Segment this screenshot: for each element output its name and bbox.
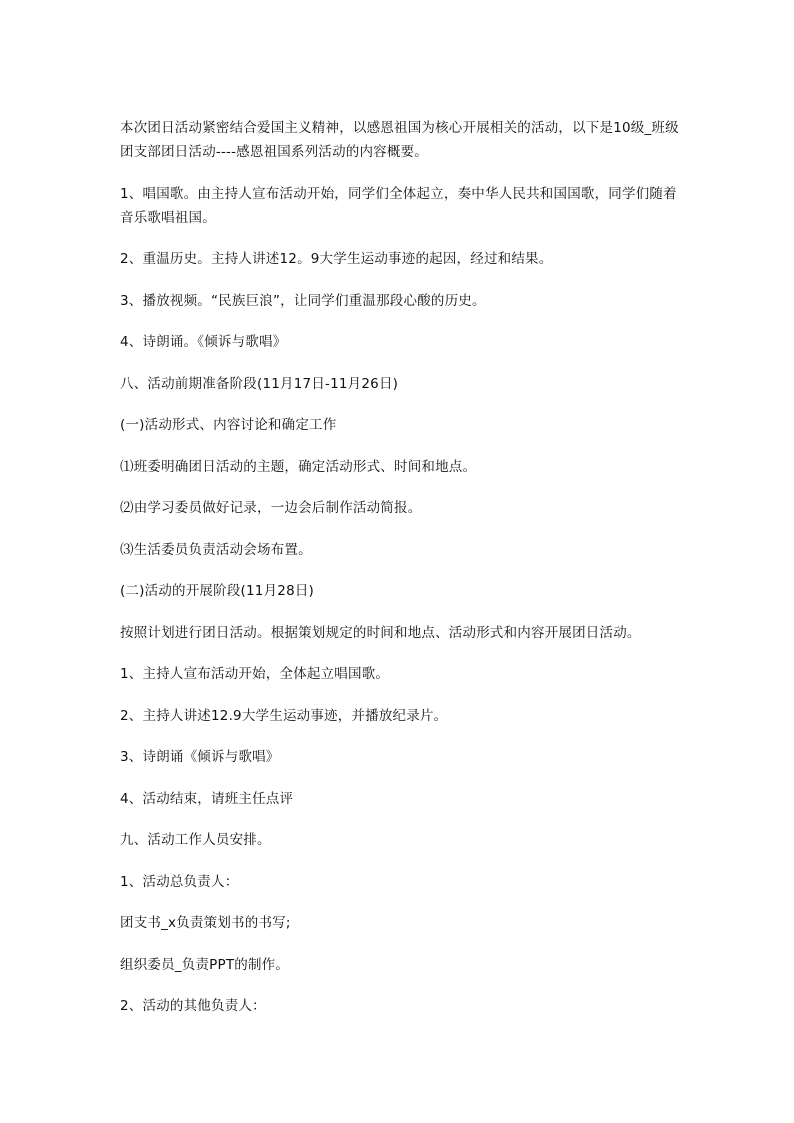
document-body [120,116,680,1018]
staff-organizer: 组织委员_负责PPT的制作。 [120,956,290,973]
execution-item-4: 4、活动结束，请班主任点评 [120,790,294,807]
subsection-heading-form-discussion: (一)活动形式、内容讨论和确定工作 [120,417,337,433]
item-poem-recital: 4、诗朗诵。《倾诉与歌唱》 [120,334,287,350]
staff-item-1: 1、活动总负责人： [120,873,239,890]
prep-item-3: ⑶生活委员负责活动会场布置。 [120,541,312,558]
execution-item-1: 1、主持人宣布活动开始，全体起立唱国歌。 [120,666,390,682]
section-heading-preparation: 八、活动前期准备阶段(11月17日-11月26日) [120,375,399,392]
execution-paragraph: 按照计划进行团日活动。根据策划规定的时间和地点、活动形式和内容开展团日活动。 [120,624,641,641]
item-sing-anthem: 1、唱国歌。由主持人宣布活动开始，同学们全体起立，奏中华人民共和国国歌，同学们随着音乐歌唱祖国。 [120,185,677,226]
intro-paragraph: 本次团日活动紧密结合爱国主义精神，以感恩祖国为核心开展相关的活动，以下是10级_班级团支部团日活动----感恩祖国系列活动的内容概要。 [120,120,679,160]
section-heading-staff: 九、活动工作人员安排。 [120,832,271,848]
execution-item-3: 3、诗朗诵《倾诉与歌唱》 [120,749,280,765]
prep-item-2: ⑵由学习委员做好记录，一边会后制作活动简报。 [120,500,422,516]
item-play-video: 3、播放视频。“民族巨浪”，让同学们重温那段心酸的历史。 [120,292,486,309]
staff-item-2: 2、活动的其他负责人： [120,998,266,1014]
execution-item-2: 2、主持人讲述12.9大学生运动事迹，并播放纪录片。 [120,707,448,724]
item-review-history: 2、重温历史。主持人讲述12。9大学生运动事迹的起因，经过和结果。 [120,251,553,267]
staff-secretary: 团支书_x负责策划书的书写; [120,915,291,931]
subsection-heading-execution: (二)活动的开展阶段(11月28日) [120,583,315,599]
prep-item-1: ⑴班委明确团日活动的主题，确定活动形式、时间和地点。 [120,458,477,475]
